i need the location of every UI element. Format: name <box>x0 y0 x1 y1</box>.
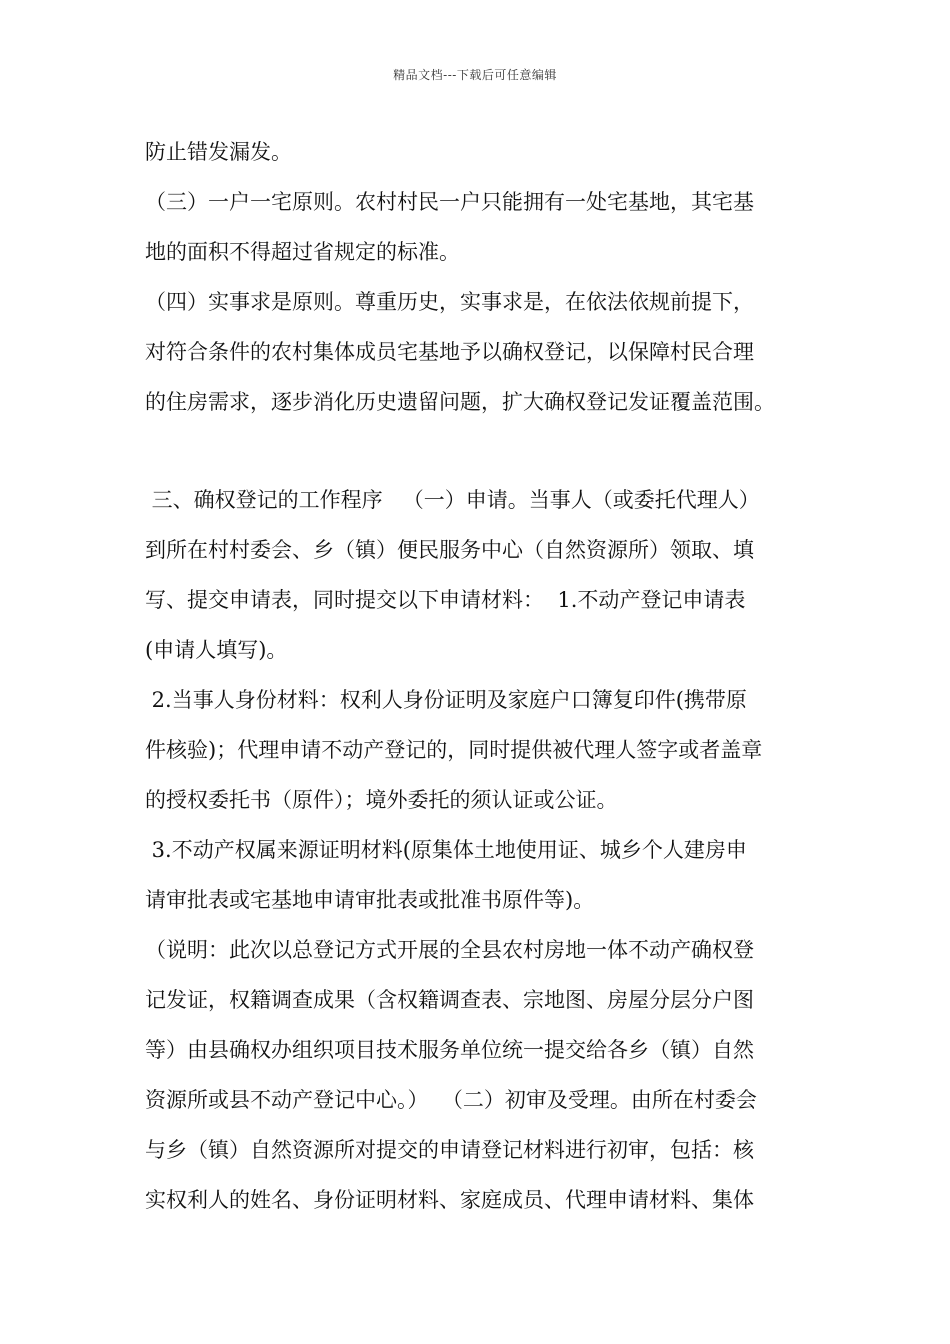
page-header: 精品文档---下载后可任意编辑 <box>393 68 557 82</box>
text-line: （说明：此次以总登记方式开展的全县农村房地一体不动产确权登 <box>145 938 754 962</box>
text-line: 3.不动产权属来源证明材料(原集体土地使用证、城乡个人建房申 <box>145 838 747 862</box>
text-line: 实权利人的姓名、身份证明材料、家庭成员、代理申请材料、集体 <box>145 1188 754 1212</box>
text-line: 请审批表或宅基地申请审批表或批准书原件等)。 <box>145 888 595 912</box>
text-line: （四）实事求是原则。尊重历史，实事求是，在依法依规前提下， <box>145 290 754 314</box>
text-line: 地的面积不得超过省规定的标准。 <box>145 240 460 264</box>
text-line: 的住房需求，逐步消化历史遗留问题，扩大确权登记发证覆盖范围。 <box>145 390 775 414</box>
section-heading-line: 三、确权登记的工作程序 （一）申请。当事人（或委托代理人） <box>145 488 760 512</box>
text-line: 写、提交申请表，同时提交以下申请材料： 1.不动产登记申请表 <box>145 588 746 612</box>
text-line: （三）一户一宅原则。农村村民一户只能拥有一处宅基地，其宅基 <box>145 190 754 214</box>
text-line: 的授权委托书（原件）；境外委托的须认证或公证。 <box>145 788 618 812</box>
text-line: 等）由县确权办组织项目技术服务单位统一提交给各乡（镇）自然 <box>145 1038 754 1062</box>
text-line: 资源所或县不动产登记中心。） （二）初审及受理。由所在村委会 <box>145 1088 757 1112</box>
text-line: 2.当事人身份材料：权利人身份证明及家庭户口簿复印件(携带原 <box>145 688 747 712</box>
text-line: 到所在村村委会、乡（镇）便民服务中心（自然资源所）领取、填 <box>145 538 754 562</box>
text-line: 记发证，权籍调查成果（含权籍调查表、宗地图、房屋分层分户图 <box>145 988 754 1012</box>
text-line: 防止错发漏发。 <box>145 140 292 164</box>
text-line: 与乡（镇）自然资源所对提交的申请登记材料进行初审，包括：核 <box>145 1138 754 1162</box>
text-line: 对符合条件的农村集体成员宅基地予以确权登记，以保障村民合理 <box>145 340 754 364</box>
text-line: (申请人填写)。 <box>145 638 288 662</box>
text-line: 件核验)；代理申请不动产登记的，同时提供被代理人签字或者盖章 <box>145 738 763 762</box>
